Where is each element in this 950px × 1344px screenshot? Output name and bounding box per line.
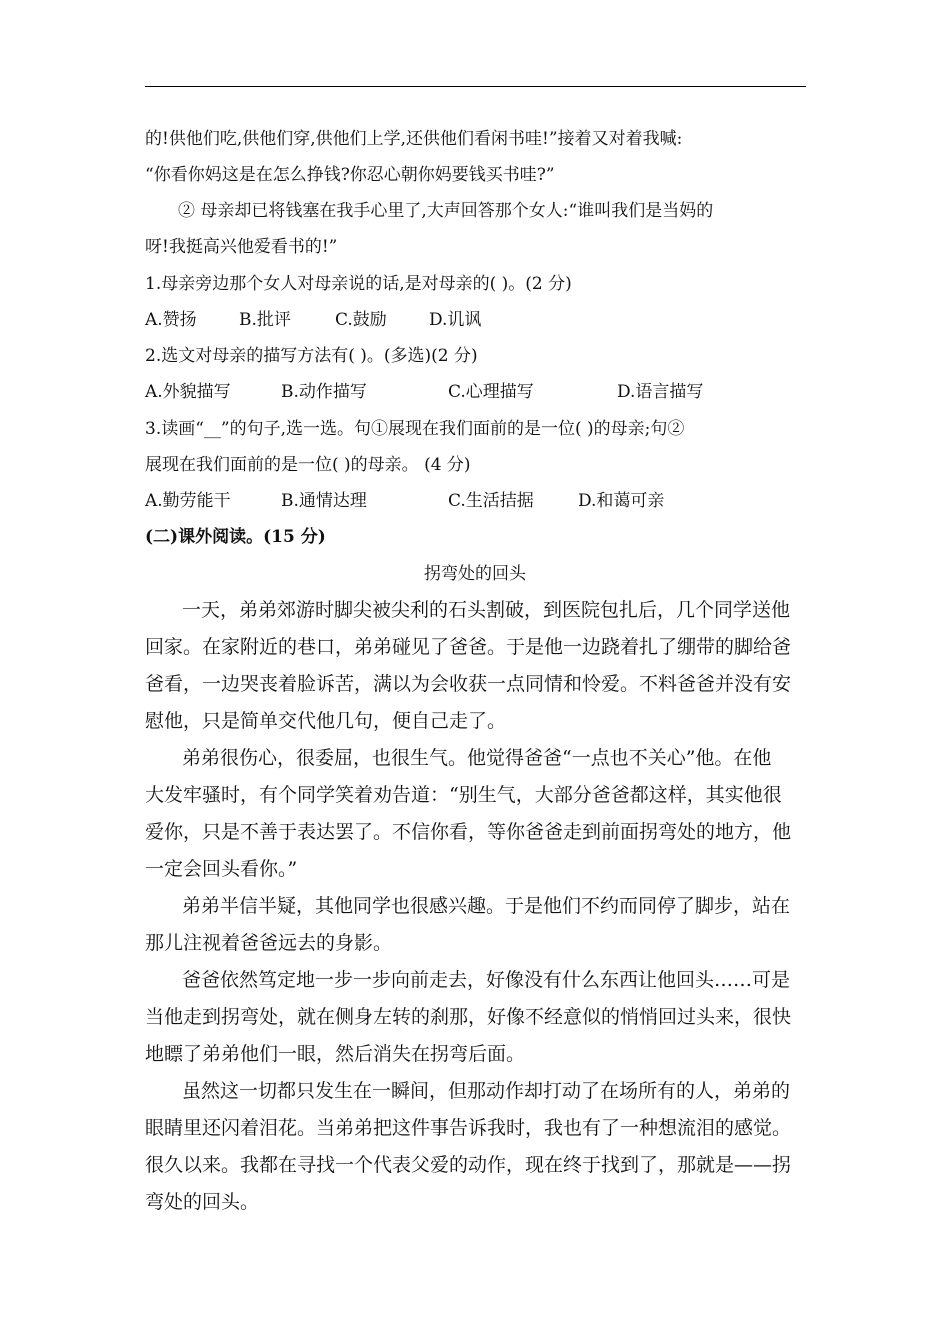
question-3-line-2: 展现在我们面前的是一位( )的母亲。 (4 分)	[145, 455, 471, 475]
option-b: B.批评	[239, 310, 291, 330]
passage-line: 当他走到拐弯处，就在侧身左转的刹那，好像不经意似的悄悄回过头来，很快	[145, 1006, 792, 1028]
text-line: 的!供他们吃,供他们穿,供他们上学,还供他们看闲书哇!”接着又对着我喊:	[145, 129, 683, 149]
passage-line: 弟弟很伤心，很委屈，也很生气。他觉得爸爸“一点也不关心”他。在他	[182, 747, 772, 769]
passage-line: 弟弟半信半疑，其他同学也很感兴趣。于是他们不约而同停了脚步，站在	[182, 895, 791, 917]
section-heading: (二)课外阅读。(15 分)	[145, 527, 326, 547]
passage-line: 那儿注视着爸爸远去的身影。	[145, 932, 393, 954]
option-d: D.语言描写	[617, 382, 704, 402]
option-c: C.心理描写	[448, 382, 534, 402]
option-d: D.讥讽	[429, 310, 482, 330]
passage-line: 大发牢骚时，有个同学笑着劝告道：“别生气，大部分爸爸都这样，其实他很	[145, 784, 782, 806]
question-2: 2.选文对母亲的描写方法有( )。(多选)(2 分)	[145, 346, 478, 366]
question-1: 1.母亲旁边那个女人对母亲说的话,是对母亲的( )。(2 分)	[145, 274, 572, 294]
option-c: C.鼓励	[335, 310, 387, 330]
option-a: A.勤劳能干	[145, 491, 231, 511]
option-b: B.动作描写	[281, 382, 367, 402]
passage-line: 爸看，一边哭丧着脸诉苦，满以为会收获一点同情和怜爱。不料爸爸并没有安	[145, 673, 792, 695]
option-d: D.和蔼可亲	[578, 491, 665, 511]
passage-line: 一天，弟弟郊游时脚尖被尖利的石头割破，到医院包扎后，几个同学送他	[182, 599, 791, 621]
option-a: A.外貌描写	[145, 382, 231, 402]
passage-line: 眼睛里还闪着泪花。当弟弟把这件事告诉我时，我也有了一种想流泪的感觉。	[145, 1117, 792, 1139]
passage-line: 慰他，只是简单交代他几句，便自己走了。	[145, 710, 507, 732]
passage-line: 地瞟了弟弟他们一眼，然后消失在拐弯后面。	[145, 1043, 526, 1065]
passage-line: 很久以来。我都在寻找一个代表父爱的动作，现在终于找到了，那就是——拐	[145, 1154, 792, 1176]
passage-line: 爱你，只是不善于表达罢了。不信你看，等你爸爸走到前面拐弯处的地方，他	[145, 821, 792, 843]
header-rule	[145, 86, 806, 87]
question-3-line-1: 3.读画“__”的句子,选一选。句①展现在我们面前的是一位( )的母亲;句②	[145, 419, 685, 439]
text-line: “你看你妈这是在怎么挣钱?你忍心朝你妈要钱买书哇?”	[145, 165, 555, 185]
passage-line: 一定会回头看你。”	[145, 858, 298, 880]
option-b: B.通情达理	[281, 491, 367, 511]
passage-line: 虽然这一切都只发生在一瞬间，但那动作却打动了在场所有的人，弟弟的	[182, 1080, 791, 1102]
passage-line: 弯处的回头。	[145, 1191, 260, 1213]
text-line: ② 母亲却已将钱塞在我手心里了,大声回答那个女人:“谁叫我们是当妈的	[178, 201, 714, 221]
passage-line: 爸爸依然笃定地一步一步向前走去，好像没有什么东西让他回头……可是	[182, 969, 791, 991]
option-a: A.赞扬	[145, 310, 197, 330]
passage-line: 回家。在家附近的巷口，弟弟碰见了爸爸。于是他一边跷着扎了绷带的脚给爸	[145, 636, 792, 658]
option-c: C.生活拮据	[448, 491, 534, 511]
text-line: 呀!我挺高兴他爱看书的!”	[145, 237, 338, 257]
passage-title: 拐弯处的回头	[424, 564, 526, 584]
